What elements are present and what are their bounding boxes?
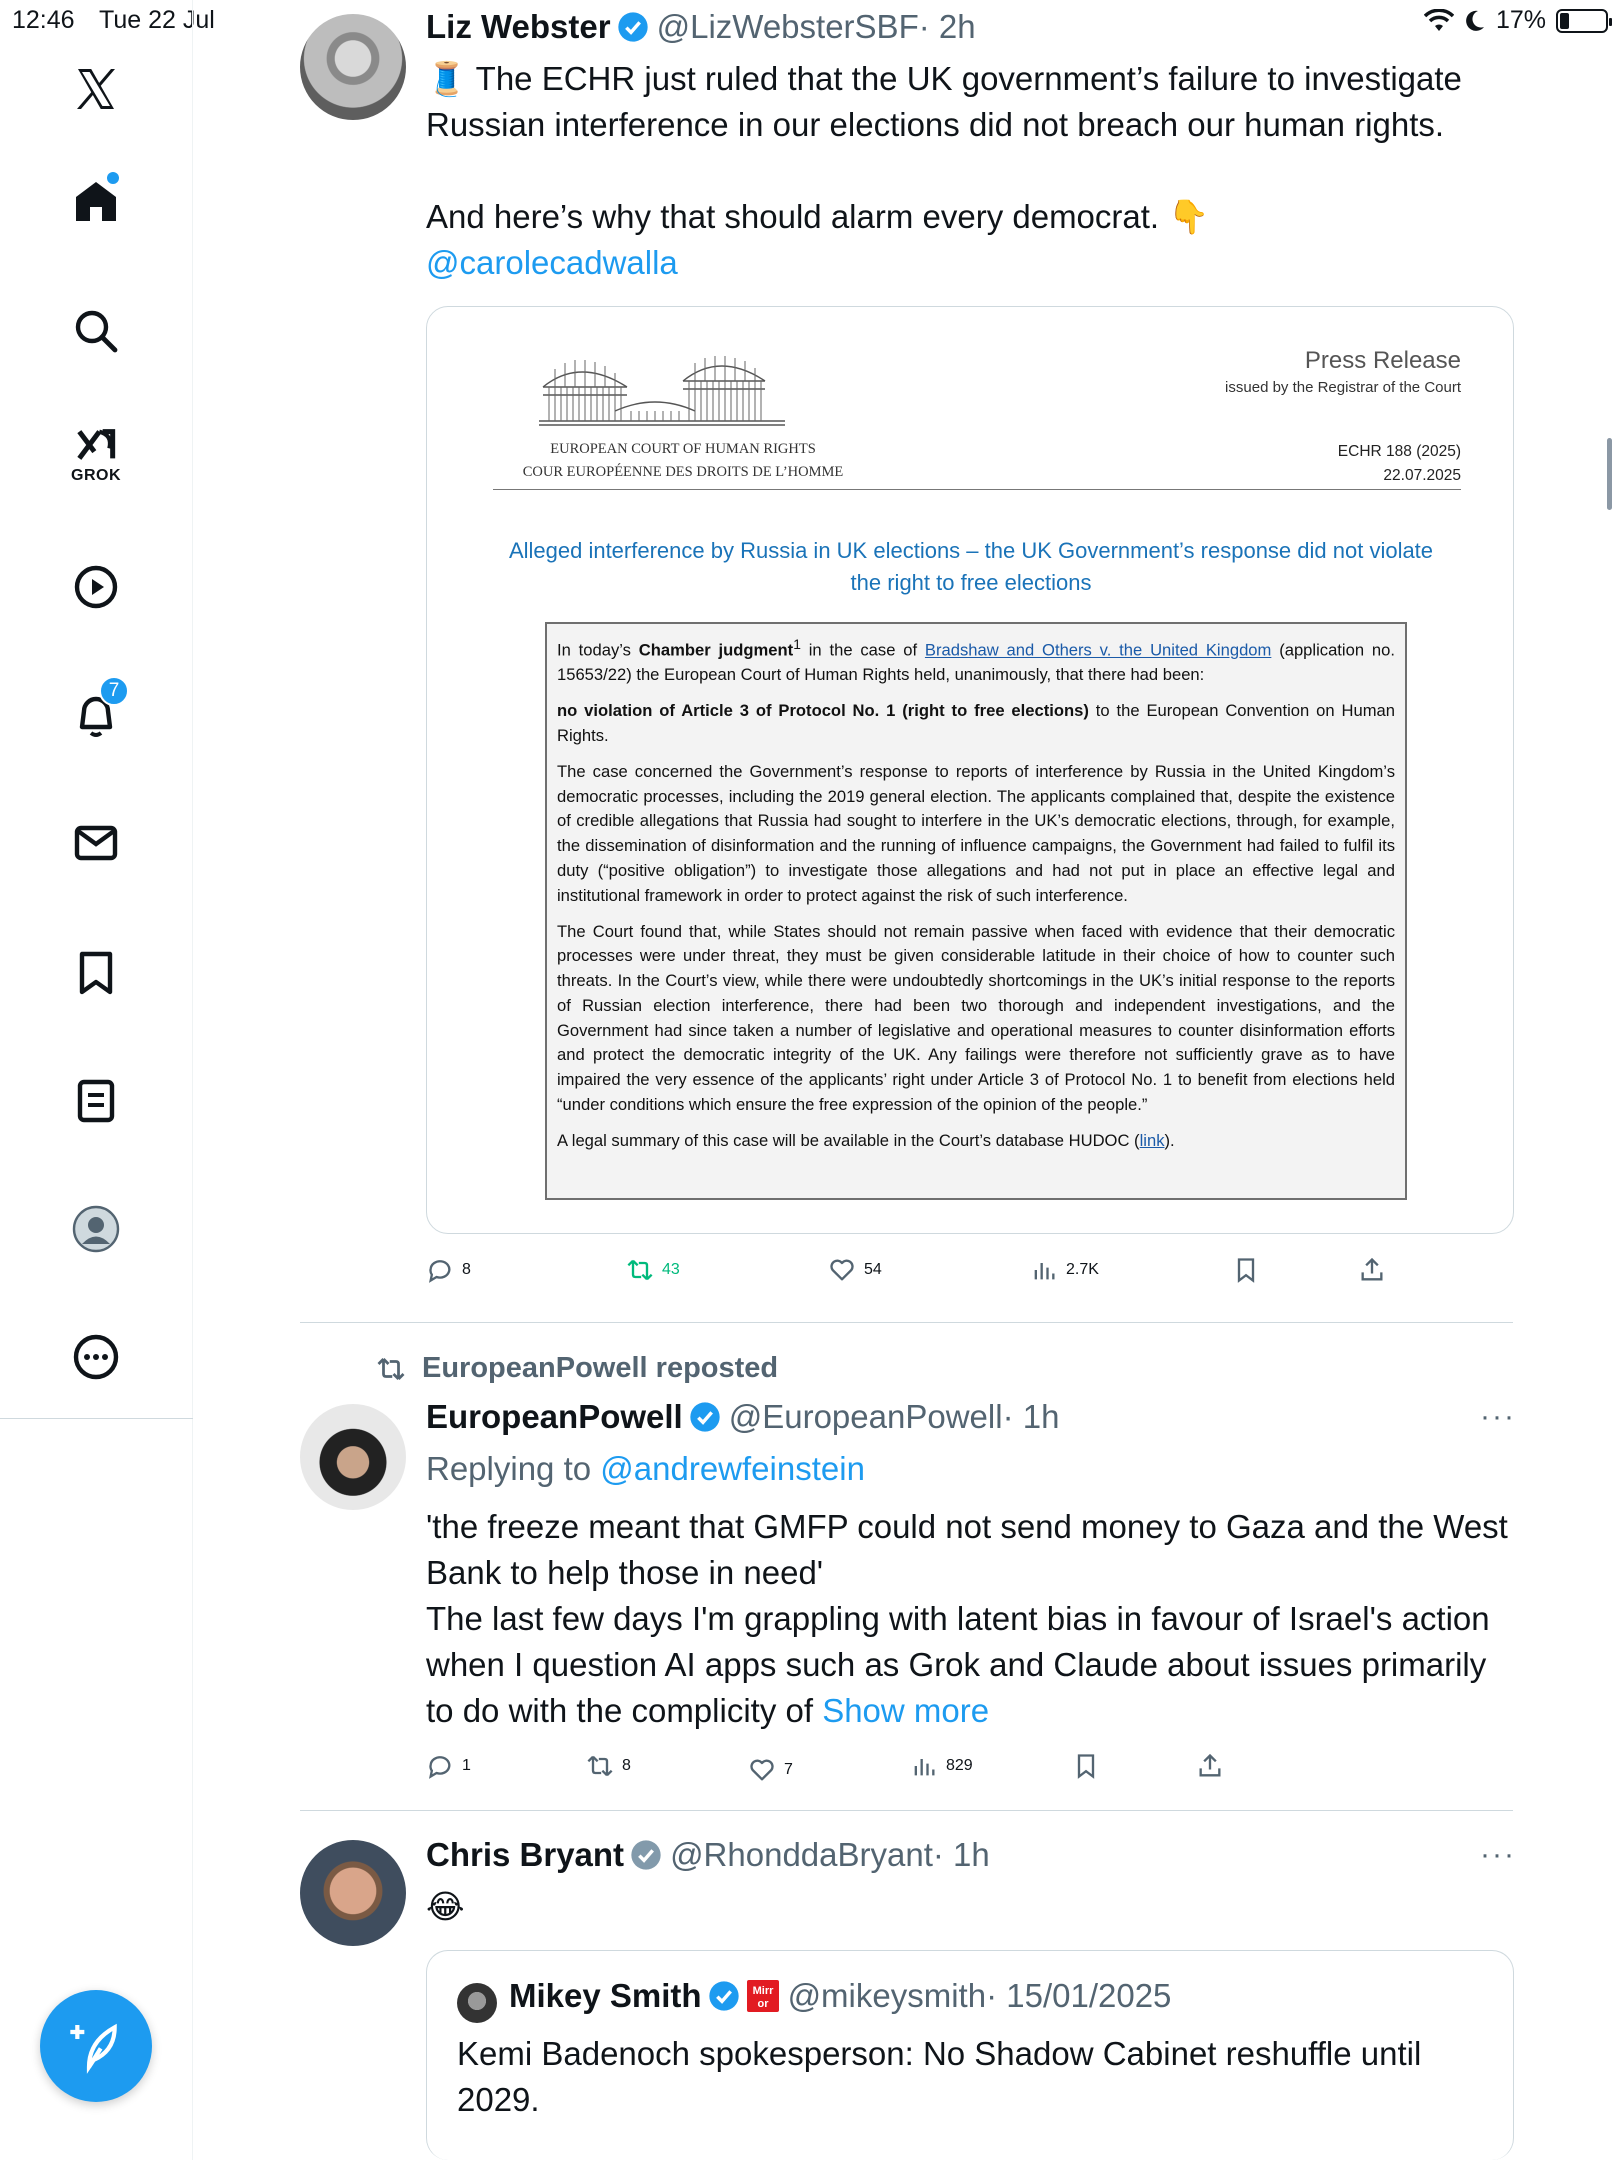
replying-to — [426, 1446, 865, 1492]
press-release-rule — [493, 489, 1461, 490]
heart-icon — [748, 1756, 776, 1784]
grok-label: GROK — [71, 467, 121, 484]
verified-badge-icon — [630, 1839, 662, 1871]
sidebar-item-grok[interactable] — [51, 410, 141, 500]
author-name[interactable]: EuropeanPowell — [426, 1398, 683, 1435]
tweet-separator — [300, 1810, 1513, 1811]
summary-p5-b: ). — [1164, 1130, 1175, 1150]
bookmark-icon — [1232, 1256, 1260, 1284]
views-icon — [1030, 1256, 1058, 1284]
share-icon — [1196, 1752, 1224, 1780]
summary-p1-c: (application no. 15653/22) the European Court of Human Rights held, unanimously, that there had been: — [557, 640, 1395, 685]
court-name-fr: COUR EUROPÉENNE DES DROITS DE L’HOMME — [522, 464, 844, 480]
battery-percent: 17% — [1495, 6, 1546, 34]
like-button[interactable] — [748, 1756, 793, 1784]
tweet-separator — [300, 1322, 1513, 1323]
views-button[interactable] — [1030, 1256, 1099, 1284]
notifications-badge: 7 — [99, 676, 129, 706]
grok-icon — [72, 425, 120, 465]
sidebar-item-profile[interactable] — [51, 1184, 141, 1274]
lists-icon — [72, 1077, 120, 1125]
share-button[interactable] — [1358, 1256, 1386, 1284]
summary-p1-a: In today’s — [557, 640, 631, 660]
quoted-post-time: · 15/01/2025 — [986, 1977, 1172, 2014]
press-release-title: Alleged interference by Russia in UK elections – the UK Government’s response did not violate the right to free elections — [508, 538, 1434, 595]
author-handle[interactable]: @EuropeanPowell — [728, 1398, 1003, 1435]
show-more-link[interactable]: Show more — [822, 1692, 990, 1729]
like-count: 54 — [864, 1261, 882, 1278]
author-handle[interactable]: @RhonddaBryant — [670, 1836, 933, 1873]
status-date: Tue 22 Jul — [99, 6, 215, 34]
sidebar-item-video[interactable] — [51, 542, 141, 632]
press-release-sub: issued by the Registrar of the Court — [1225, 379, 1461, 396]
summary-p1-b: in the case of — [808, 640, 918, 660]
verified-badge-icon — [708, 1980, 740, 2012]
scrollbar[interactable] — [1607, 438, 1612, 510]
press-release-date: 22.07.2025 — [1383, 467, 1461, 484]
sidebar-item-more[interactable] — [51, 1312, 141, 1402]
author-handle[interactable]: @LizWebsterSBF — [656, 8, 919, 45]
footnote-mark: 1 — [793, 636, 801, 652]
mention-link[interactable]: @carolecadwalla — [426, 244, 678, 281]
post-time: · 2h — [918, 8, 976, 45]
status-right — [1424, 6, 1608, 35]
tweet-text-line-2: The last few days I'm grappling with latent bias in favour of Israel's action when I question AI apps such as Grok and Claude about issues primarily to do with the complicity of — [426, 1600, 1490, 1729]
summary-p2-rest: to the European Convention on Human Rights. — [557, 701, 1395, 745]
summary-p2-bold: no violation of Article 3 of Protocol No. 1 (right to free elections) — [557, 701, 1089, 721]
verified-badge-icon — [689, 1401, 721, 1433]
reply-button[interactable] — [426, 1256, 471, 1284]
status-time: 12:46 — [12, 6, 75, 34]
bookmarks-icon — [72, 949, 120, 997]
views-count: 2.7K — [1066, 1261, 1099, 1278]
repost-icon — [376, 1354, 406, 1384]
home-icon — [72, 177, 120, 225]
reply-icon — [426, 1752, 454, 1780]
post-time: · 1h — [1002, 1398, 1060, 1435]
sidebar — [0, 0, 193, 2160]
avatar[interactable] — [300, 14, 406, 120]
tweet-text-line-1: 'the freeze meant that GMFP could not send money to Gaza and the West Bank to help those in need' — [426, 1508, 1508, 1591]
reply-icon — [426, 1256, 454, 1284]
like-button[interactable] — [828, 1256, 882, 1284]
repost-button[interactable] — [626, 1256, 680, 1284]
replying-prefix: Replying to — [426, 1450, 592, 1487]
quoted-author-handle: @mikeysmith — [787, 1977, 987, 2014]
sidebar-item-notifications[interactable] — [51, 670, 141, 760]
compose-post-icon — [68, 2018, 124, 2074]
more-options-button[interactable]: ··· — [1480, 1838, 1516, 1871]
repost-icon — [626, 1256, 654, 1284]
court-building-logo — [535, 355, 795, 445]
views-icon — [910, 1752, 938, 1780]
bookmark-button[interactable] — [1072, 1752, 1100, 1780]
video-icon — [72, 563, 120, 611]
more-options-button[interactable]: ··· — [1480, 1400, 1516, 1433]
tweet-body — [426, 56, 1516, 286]
repost-count: 43 — [662, 1261, 680, 1278]
author-name[interactable]: Liz Webster — [426, 8, 611, 45]
repost-count: 8 — [622, 1757, 631, 1774]
hudoc-link: link — [1139, 1130, 1165, 1150]
avatar[interactable] — [300, 1840, 406, 1946]
heart-icon — [828, 1256, 856, 1284]
press-release-ref: ECHR 188 (2025) — [1337, 443, 1461, 460]
wifi-icon — [1424, 9, 1454, 33]
repost-label[interactable]: EuropeanPowell reposted — [422, 1352, 779, 1384]
x-logo-icon[interactable] — [51, 44, 141, 134]
tweet-body: 😂 — [426, 1888, 465, 1925]
share-button[interactable] — [1196, 1752, 1224, 1780]
views-button[interactable] — [910, 1752, 973, 1780]
summary-p4: The Court found that, while States should not remain passive when faced with evidence that their democratic processes were under threat, they must be given considerable latitude in their choice of how to counter such threats. In the Court’s view, while there were undoubtedly shortcomings in the UK’s initial response to the reports of Russian election interference, there had been two thorough and independent investigations, and the Government had since taken a number of legislative and operational measures to counter disinformation efforts and protect the democratic integrity of the UK. Any failings were therefore not sufficiently grave as to have impaired the very essence of the applicants’ right under Article 3 of Protocol No. 1 to benefit from elections held “under conditions which ensure the free expression of the opinion of the people.” — [557, 921, 1395, 1115]
profile-icon — [72, 1205, 120, 1253]
sidebar-item-lists[interactable] — [51, 1056, 141, 1146]
author-line — [426, 1398, 1059, 1436]
moon-icon — [1464, 9, 1486, 33]
press-release-image[interactable] — [426, 306, 1514, 1234]
reply-count: 8 — [462, 1261, 471, 1278]
home-unread-dot — [107, 172, 119, 184]
bookmark-button[interactable] — [1232, 1256, 1260, 1284]
verified-badge-icon — [617, 11, 649, 43]
thread-emoji: 🧵 — [426, 60, 468, 97]
repost-context — [376, 1352, 778, 1385]
reply-count: 1 — [462, 1757, 471, 1774]
sidebar-item-home[interactable] — [51, 156, 141, 246]
views-count: 829 — [946, 1757, 973, 1774]
sidebar-divider — [0, 1418, 193, 1419]
svg-text:Mirr: Mirr — [752, 1985, 773, 1997]
bookmark-icon — [1072, 1752, 1100, 1780]
svg-text:or: or — [757, 1998, 769, 2010]
sidebar-item-bookmarks[interactable] — [51, 928, 141, 1018]
avatar[interactable] — [300, 1404, 406, 1510]
author-line — [426, 1836, 990, 1874]
quoted-author-name: Mikey Smith — [509, 1977, 702, 2014]
battery-icon — [1556, 9, 1608, 33]
press-release-heading: Press Release — [1304, 347, 1461, 374]
case-link: Bradshaw and Others v. the United Kingdom — [924, 640, 1272, 660]
sidebar-item-search[interactable] — [51, 286, 141, 376]
summary-p1-bold: Chamber judgment — [638, 640, 794, 660]
post-time: · 1h — [932, 1836, 990, 1873]
more-icon — [72, 1333, 120, 1381]
pointing-down-emoji: 👇 — [1168, 198, 1210, 235]
replying-to-link[interactable]: @andrewfeinstein — [600, 1450, 865, 1487]
tweet-text-line-2: And here’s why that should alarm every democrat. — [426, 198, 1160, 235]
author-line — [426, 8, 976, 46]
quoted-author-line — [509, 1977, 1171, 2015]
like-count: 7 — [784, 1761, 793, 1778]
quoted-avatar — [457, 1983, 497, 2023]
summary-p3: The case concerned the Government’s response to reports of interference by Russia in the United Kingdom’s democratic processes, including the 2019 general election. The applicants complained that, despite the existence of credible allegations that Russia had sought to interfere in the UK’s democratic elections, through, for example, the dissemination of disinformation and the running of influence campaigns, the Government had failed to fulfil its duty (“positive obligation”) to investigate those allegations and had not put in place an effective legal and institutional framework in order to protect against the risk of such interference. — [557, 761, 1395, 905]
quoted-tweet-text: Kemi Badenoch spokesperson: No Shadow Cabinet reshuffle until 2029. — [457, 2035, 1422, 2118]
sidebar-item-messages[interactable] — [51, 798, 141, 888]
repost-button[interactable] — [586, 1752, 631, 1780]
compose-post-button[interactable] — [40, 1990, 152, 2102]
quoted-tweet[interactable] — [426, 1950, 1514, 2160]
messages-icon — [72, 819, 120, 867]
repost-icon — [586, 1752, 614, 1780]
court-name-en: EUROPEAN COURT OF HUMAN RIGHTS — [550, 441, 816, 457]
press-release-summary-box — [545, 622, 1407, 1200]
share-icon — [1358, 1256, 1386, 1284]
search-icon — [72, 307, 120, 355]
summary-p5-a: A legal summary of this case will be available in the Court’s database HUDOC ( — [557, 1130, 1140, 1150]
tweet-text-line-1: The ECHR just ruled that the UK government’s failure to investigate Russian interference in our elections did not breach our human rights. — [426, 60, 1462, 143]
reply-button[interactable] — [426, 1752, 471, 1780]
mirror-affiliate-icon — [746, 1979, 780, 2013]
tweet-body — [426, 1504, 1516, 1734]
author-name[interactable]: Chris Bryant — [426, 1836, 625, 1873]
